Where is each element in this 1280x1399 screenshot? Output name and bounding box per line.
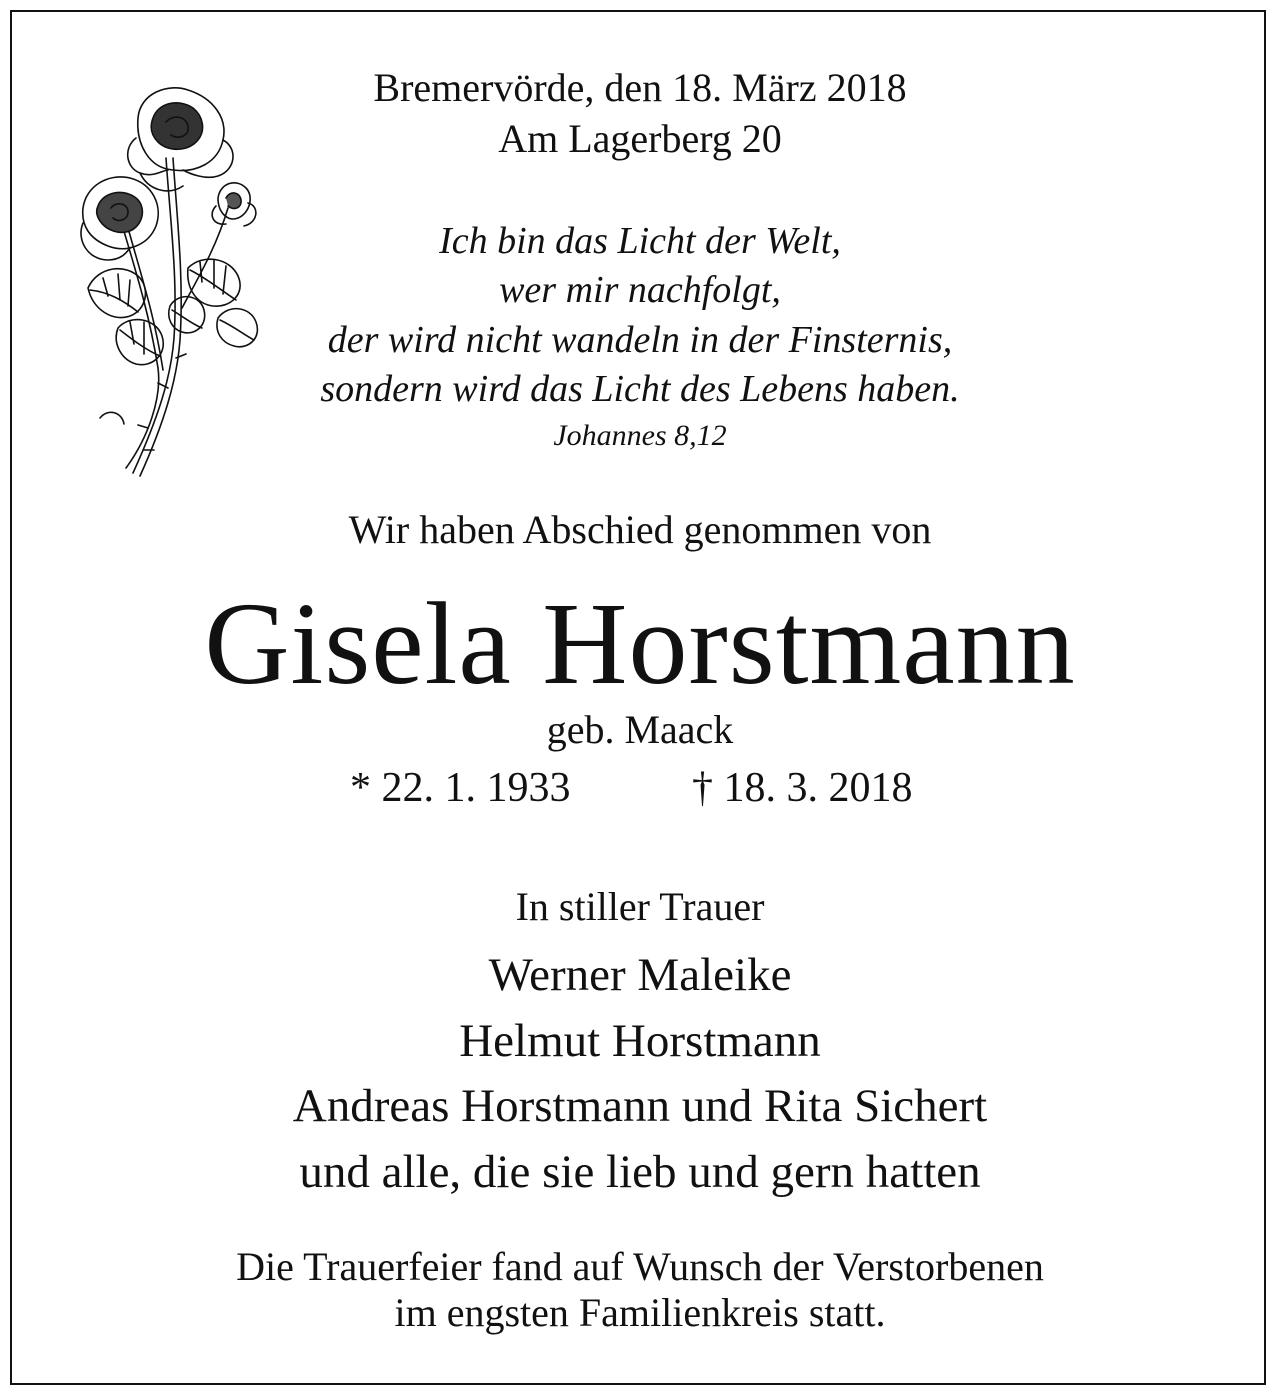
birth-date: * 22. 1. 1933 <box>350 765 571 811</box>
death-date: † 18. 3. 2018 <box>692 765 913 811</box>
funeral-notice: Die Trauerfeier fand auf Wunsch der Verstorbenen <box>236 1244 1044 1289</box>
funeral-notice: im engsten Familienkreis statt. <box>394 1290 886 1335</box>
verse-line: der wird nicht wandeln in der Finsternis, <box>327 319 953 361</box>
verse-reference: Johannes 8,12 <box>553 419 727 452</box>
place-date: Bremervörde, den 18. März 2018 <box>373 65 907 110</box>
mourner-name: und alle, die sie lieb und gern hatten <box>299 1146 981 1198</box>
mourner-name: Helmut Horstmann <box>459 1015 821 1067</box>
mourner-name: Werner Maleike <box>488 949 792 1001</box>
mourner-name: Andreas Horstmann und Rita Sichert <box>292 1080 988 1132</box>
verse-line: sondern wird das Licht des Lebens haben. <box>320 368 960 410</box>
maiden-name: geb. Maack <box>546 707 734 752</box>
verse-line: wer mir nachfolgt, <box>499 269 781 311</box>
mourning-intro: In stiller Trauer <box>515 884 765 929</box>
verse-line: Ich bin das Licht der Welt, <box>439 220 841 262</box>
deceased-name: Gisela Horstmann <box>204 578 1076 709</box>
address: Am Lagerberg 20 <box>498 116 782 161</box>
farewell-text: Wir haben Abschied genommen von <box>348 507 932 552</box>
